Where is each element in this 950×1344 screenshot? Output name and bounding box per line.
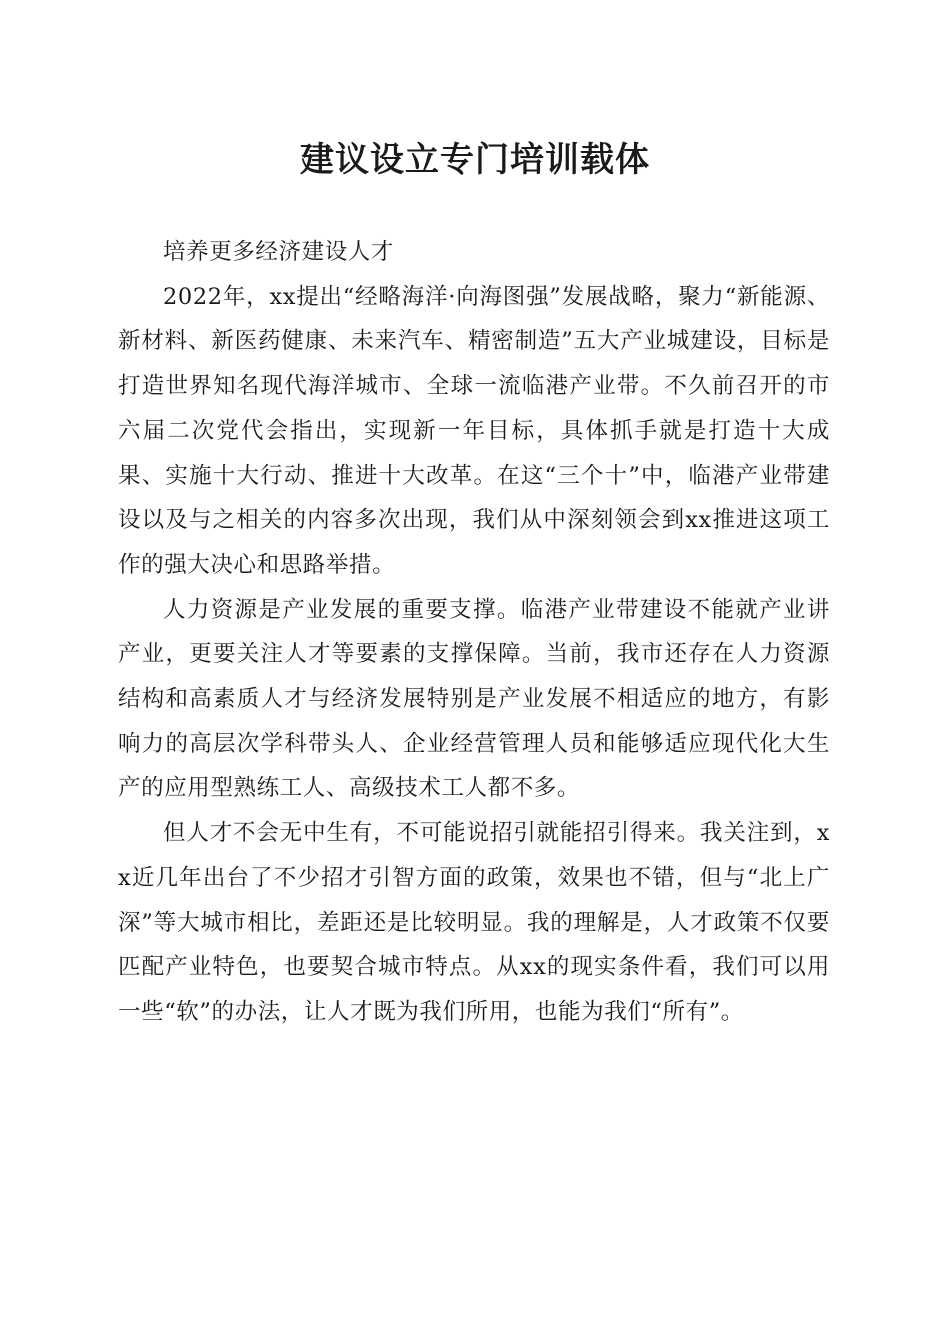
document-body xyxy=(118,230,830,1035)
paragraph-1: 2022年，xx提出“经略海洋·向海图强”发展战略，聚力“新能源、新材料、新医药健康、未来汽车、精密制造”五大产业城建设，目标是打造世界知名现代海洋城市、全球一流临港产业带。不久前召开的市六届二次党代会指出，实现新一年目标，具体抓手就是打造十大成果、实施十大行动、推进十大改革。在这“三个十”中，临港产业带建设以及与之相关的内容多次出现，我们从中深刻领会到xx推进这项工作的强大决心和思路举措。 xyxy=(118,283,830,578)
document-title: 建议设立专门培训载体 xyxy=(300,140,650,180)
paragraph-3: 但人才不会无中生有，不可能说招引就能招引得来。我关注到，xx近几年出台了不少招才引智方面的政策，效果也不错，但与“北上广深”等大城市相比，差距还是比较明显。我的理解是，人才政策不仅要匹配产业特色，也要契合城市特点。从xx的现实条件看，我们可以用一些“软”的办法，让人才既为我们所用，也能为我们“所有”。 xyxy=(118,820,830,1025)
document-subtitle: 培养更多经济建设人才 xyxy=(163,239,395,265)
paragraph-2: 人力资源是产业发展的重要支撑。临港产业带建设不能就产业讲产业，更要关注人才等要素的支撑保障。当前，我市还存在人力资源结构和高素质人才与经济发展特别是产业发展不相适应的地方，有影响力的高层次学科带头人、企业经营管理人员和能够适应现代化大生产的应用型熟练工人、高级技术工人都不多。 xyxy=(118,596,830,802)
